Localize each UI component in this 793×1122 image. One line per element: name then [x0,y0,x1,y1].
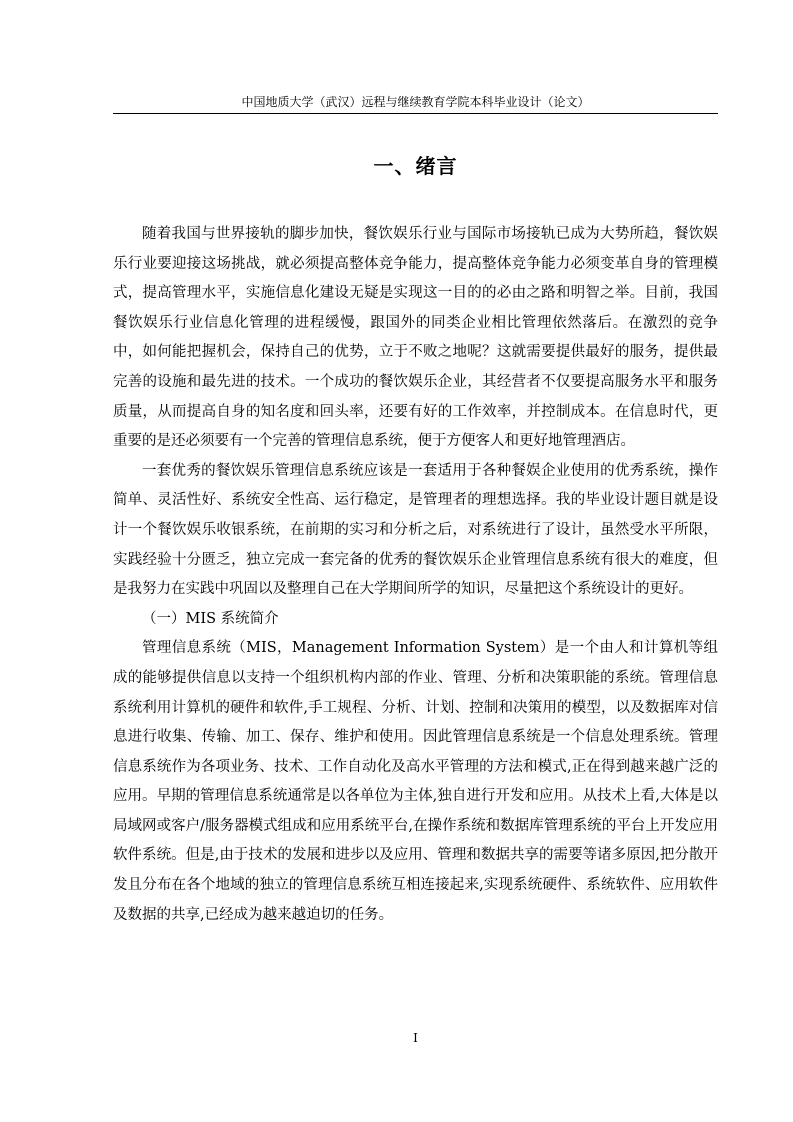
document-body [113,220,718,930]
page-number: I [413,1031,418,1045]
paragraph-system-overview: 一套优秀的餐饮娱乐管理信息系统应该是一套适用于各种餐娱企业使用的优秀系统，操作简单、灵活性好、系统安全性高、运行稳定，是管理者的理想选择。我的毕业设计题目就是设计一个餐饮娱乐收银系统，在前期的实习和分析之后，对系统进行了设计，虽然受水平所限，实践经验十分匮乏，独立完成一套完备的优秀的餐饮娱乐企业管理信息系统有很大的难度，但是我努力在实践中巩固以及整理自己在大学期间所学的知识，尽量把这个系统设计的更好。 [113,462,718,598]
paragraph-mis-definition: 管理信息系统（MIS，Management Information System）是一个由人和计算机等组成的能够提供信息以支持一个组织机构内部的作业、管理、分析和决策职能的系统。管理信息系统利用计算机的硬件和软件,手工规程、分析、计划、控制和决策用的模型，以及数据库对信息进行收集、传输、加工、保存、维护和使用。因此管理信息系统是一个信息处理系统。管理信息系统作为各项业务、技术、工作自动化及高水平管理的方法和模式,正在得到越来越广泛的应用。早期的管理信息系统通常是以各单位为主体,独自进行开发和应用。从技术上看,大体是以局域网或客户/服务器模式组成和应用系统平台,在操作系统和数据库管理系统的平台上开发应用软件系统。但是,由于技术的发展和进步以及应用、管理和数据共享的需要等诸多原因,把分散开发且分布在各个地域的独立的管理信息系统互相连接起来,实现系统硬件、系统软件、应用软件及数据的共享,已经成为越来越迫切的任务。 [113,640,718,923]
page-header: 中国地质大学（武汉）远程与继续教育学院本科毕业设计（论文） [113,94,718,114]
chapter-title: 一、绪言 [373,154,458,178]
section-subheading: （一）MIS 系统简介 [142,610,279,627]
paragraph-intro: 随着我国与世界接轨的脚步加快，餐饮娱乐行业与国际市场接轨已成为大势所趋，餐饮娱乐行业要迎接这场挑战，就必须提高整体竞争能力，提高整体竞争能力必须变革自身的管理模式，提高管理水平，实施信息化建设无疑是实现这一目的的必由之路和明智之举。目前，我国餐饮娱乐行业信息化管理的进程缓慢，跟国外的同类企业相比管理依然落后。在激烈的竞争中，如何能把握机会，保持自己的优势，立于不败之地呢？这就需要提供最好的服务，提供最完善的设施和最先进的技术。一个成功的餐饮娱乐企业，其经营者不仅要提高服务水平和服务质量，从而提高自身的知名度和回头率，还要有好的工作效率，并控制成本。在信息时代，更重要的是还必须要有一个完善的管理信息系统，便于方便客人和更好地管理酒店。 [113,226,718,450]
